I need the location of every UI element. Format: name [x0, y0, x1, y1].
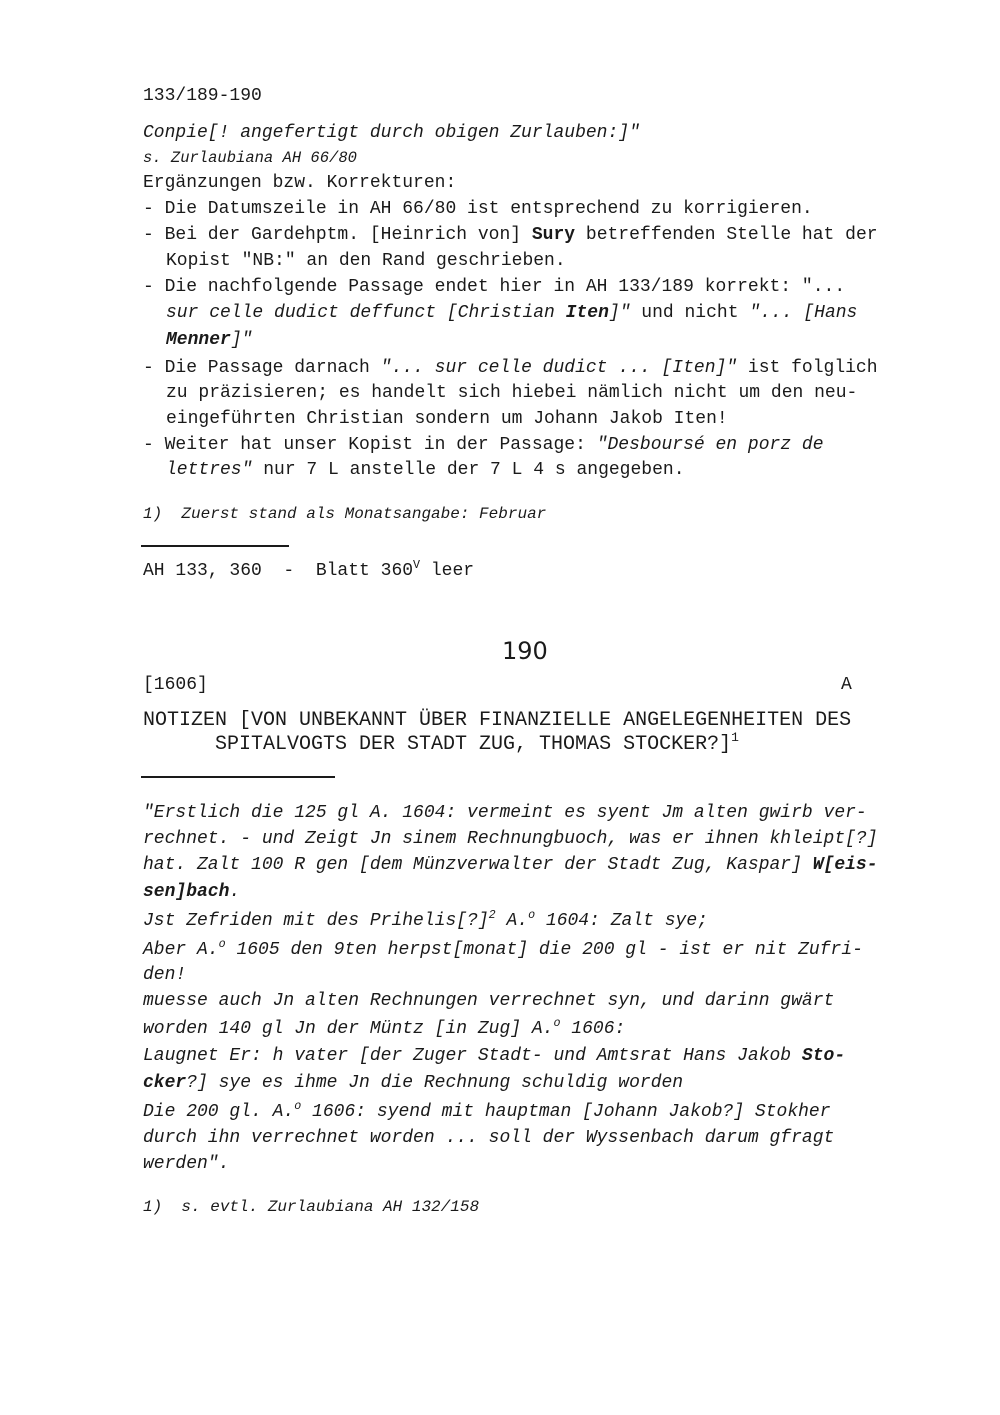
text-segment: ?] sye es ihme Jn die Rechnung schuldig worden	[186, 1073, 684, 1093]
footnote-line	[143, 503, 546, 525]
text-segment: A	[841, 675, 852, 695]
superscript: 2	[488, 907, 496, 922]
text-line	[143, 907, 708, 932]
text-line	[841, 674, 852, 696]
text-segment: Conpie[! angefertigt durch obigen Zurlauben:]"	[143, 123, 640, 143]
text-segment: Sury	[531, 225, 576, 245]
text-segment: A.	[495, 911, 529, 931]
text-segment: s. Zurlaubiana AH 66/80	[143, 149, 357, 167]
text-line	[166, 459, 685, 481]
text-segment: leer	[420, 561, 475, 581]
text-line	[166, 382, 857, 404]
text-segment: .	[229, 882, 241, 902]
document-title-line	[143, 710, 851, 732]
text-line	[143, 122, 640, 144]
text-segment: 1604: Zalt sye;	[535, 911, 708, 931]
text-segment: sur celle dudict deffunct [Christian	[166, 303, 566, 323]
text-segment: worden 140 gl Jn der Müntz [in Zug] A.	[143, 1019, 554, 1039]
text-line	[143, 936, 863, 961]
text-segment: eingeführten Christian sondern um Johann Jakob Iten!	[166, 409, 728, 429]
text-segment: rechnet. - und Zeigt Jn sinem Rechnungbuoch, was er ihnen khleipt[?]	[143, 829, 878, 849]
text-line	[143, 172, 456, 194]
text-segment: W[eis-	[812, 855, 878, 875]
superscript: V	[413, 557, 421, 572]
text-line	[143, 147, 357, 169]
text-segment: "... sur celle dudict ... [Iten]"	[380, 358, 738, 378]
text-line	[143, 434, 824, 456]
text-segment: muesse auch Jn alten Rechnungen verrechnet syn, und darinn gwärt	[143, 991, 835, 1011]
text-line	[143, 674, 208, 696]
text-line	[143, 198, 813, 220]
text-line	[143, 1072, 683, 1094]
text-segment: werden".	[143, 1154, 230, 1174]
text-segment: 1) s. evtl. Zurlaubiana AH 132/158	[143, 1198, 480, 1216]
text-segment: "Erstlich die 125 gl A. 1604: vermeint es syent Jm alten gwirb ver-	[143, 803, 867, 823]
text-segment: - Bei der Gardehptm. [Heinrich von]	[143, 225, 532, 245]
text-segment: "... [Hans	[749, 303, 858, 323]
footnote-line	[143, 1196, 479, 1218]
text-line	[166, 408, 728, 430]
text-line	[143, 85, 262, 107]
text-segment: ist folglich	[737, 358, 878, 378]
text-line	[143, 224, 878, 246]
text-line	[143, 1098, 831, 1123]
text-segment: den!	[143, 965, 187, 985]
text-segment: Laugnet Er: h vater [der Zuger Stadt- und Amtsrat Hans Jakob	[143, 1046, 802, 1066]
text-segment: hat. Zalt 100 R gen [dem Münzverwalter der Stadt Zug, Kaspar]	[143, 855, 813, 875]
text-line	[143, 357, 878, 379]
text-line	[166, 250, 566, 272]
text-segment: nur 7 L anstelle der 7 L 4 s angegeben.	[252, 460, 685, 480]
footnote-separator	[141, 545, 289, 547]
text-segment: Kopist "NB:" an den Rand geschrieben.	[166, 251, 566, 271]
text-segment: Sto-	[801, 1046, 846, 1066]
superscript: o	[528, 907, 536, 922]
text-line	[143, 828, 878, 850]
text-segment: cker	[143, 1073, 187, 1093]
text-segment: sen]bach	[143, 882, 230, 902]
text-segment: 1606: syend mit hauptman [Johann Jakob?] Stokher	[301, 1102, 831, 1122]
text-line	[143, 1015, 626, 1040]
superscript: o	[218, 936, 226, 951]
text-segment: 133/189-190	[143, 86, 262, 106]
text-line	[143, 276, 845, 298]
text-segment: AH 133, 360 - Blatt 360	[143, 561, 414, 581]
text-segment: - Weiter hat unser Kopist in der Passage:	[143, 435, 597, 455]
text-segment: NOTIZEN [VON UNBEKANNT ÜBER FINANZIELLE ANGELEGENHEITEN DES	[143, 709, 852, 732]
text-line	[143, 881, 240, 903]
text-segment: Aber A.	[143, 940, 219, 960]
text-segment: Menner	[166, 330, 231, 350]
text-segment: und nicht	[630, 303, 750, 323]
text-segment: [1606]	[143, 675, 208, 695]
text-segment: Ergänzungen bzw. Korrekturen:	[143, 173, 457, 193]
text-segment: Iten	[565, 303, 609, 323]
text-segment: lettres"	[166, 460, 253, 480]
text-segment: 1) Zuerst stand als Monatsangabe: Februar	[143, 505, 547, 523]
entry-number: 190	[502, 637, 548, 665]
text-segment: ]"	[608, 303, 631, 323]
text-segment: 1606:	[560, 1019, 626, 1039]
text-segment: Jst Zefriden mit des Prihelis[?]	[143, 911, 489, 931]
text-line	[143, 964, 186, 986]
text-segment: - Die Datumszeile in AH 66/80 ist entsprechend zu korrigieren.	[143, 199, 813, 219]
text-segment: zu präzisieren; es handelt sich hiebei nämlich nicht um den neu-	[166, 383, 858, 403]
text-segment: durch ihn verrechnet worden ... soll der Wyssenbach darum gfragt	[143, 1128, 835, 1148]
text-line	[143, 854, 878, 876]
text-line	[143, 1045, 845, 1067]
text-line	[143, 1127, 834, 1149]
text-segment: - Die nachfolgende Passage endet hier in AH 133/189 korrekt: "...	[143, 277, 846, 297]
text-segment: betreffenden Stelle hat der	[575, 225, 878, 245]
superscript: o	[294, 1098, 302, 1113]
text-line	[143, 990, 834, 1012]
document-title-line	[215, 730, 739, 756]
text-line	[143, 1153, 229, 1175]
text-segment: "Desboursé en porz de	[596, 435, 824, 455]
text-line	[166, 302, 857, 324]
superscript: 1	[731, 730, 739, 746]
text-segment: Die 200 gl. A.	[143, 1102, 295, 1122]
text-segment: ]"	[230, 330, 253, 350]
text-line	[143, 802, 867, 824]
text-segment: - Die Passage darnach	[143, 358, 381, 378]
text-segment: SPITALVOGTS DER STADT ZUG, THOMAS STOCKER?]	[215, 733, 732, 756]
text-line	[143, 557, 475, 582]
superscript: o	[553, 1015, 561, 1030]
title-separator	[141, 776, 335, 778]
text-line	[166, 329, 252, 351]
text-segment: 1605 den 9ten herpst[monat] die 200 gl - ist er nit Zufri-	[225, 940, 863, 960]
